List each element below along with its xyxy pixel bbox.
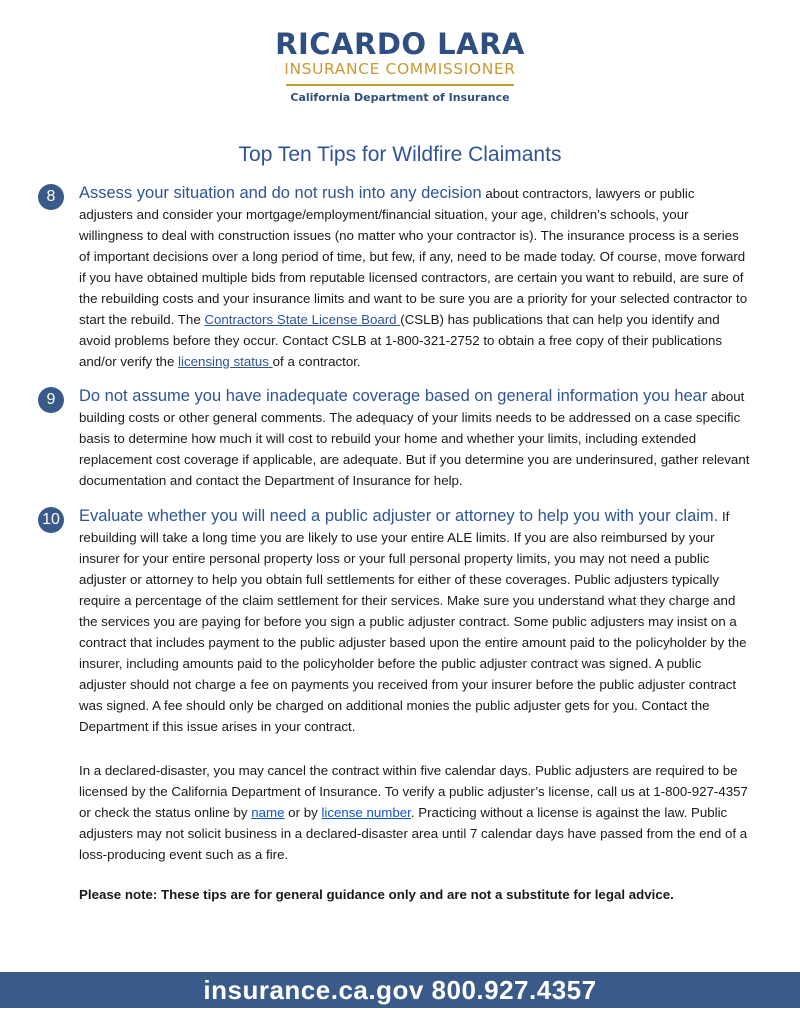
cslb-link[interactable]: Contractors State License Board [204,312,401,327]
commissioner-title: INSURANCE COMMISSIONER [284,60,516,78]
commissioner-name: RICARDO LARA [275,27,525,61]
tip-body [79,506,750,737]
tip-text: (CSLB) has publications that can help you identify and avoid problems before they occur. Contact CSLB at 1-800-321-2752 to obtain a free copy of their publications and/or verify the [79,312,723,369]
paragraph-text: In a declared-disaster, you may cancel the contract within five calendar days. Public adjusters are required to be licensed by the California Department of Insurance. To verify a public adjuster’s license, call us at 1-800-927-4357 or check the status online by [79,763,748,820]
disclaimer-note: Please note: These tips are for general guidance only and are not a substitute for legal advice. [79,887,674,902]
license-paragraph [79,760,751,865]
paragraph-text: . Practicing without a license is against the law. Public adjusters may not solicit business in a declared-disaster area until 7 calendar days have passed from the end of a loss-producing event such as a fire. [79,805,748,862]
tip-10 [38,506,750,737]
tip-number-badge: 10 [38,507,64,533]
letterhead [0,28,800,104]
tip-9 [38,386,750,491]
tip-heading: Assess your situation and do not rush into any decision [79,184,482,202]
licensing-status-link[interactable]: licensing status [178,354,273,369]
tip-text: about contractors, lawyers or public adjusters and consider your mortgage/employment/financial situation, your age, children’s schools, your willingness to deal with construction issues (no matter who your contractor is). The insurance process is a series of important decisions over a long period of time, but few, if any, need to be made today. Of course, move forward if you have obtained multiple bids from reputable licensed contractors, are certain you want to rebuild, are sure of the rebuilding costs and your insurance limits and want to be sure you are a priority for your selected contractor to start the rebuild. The [79,186,748,327]
footer-banner: insurance.ca.gov 800.927.4357 [0,972,800,1008]
tip-body [79,183,750,372]
name-lookup-link[interactable]: name [251,805,285,820]
tip-heading: Evaluate whether you will need a public adjuster or attorney to help you with your claim. [79,507,719,525]
tip-number-badge: 8 [38,184,64,210]
tip-number-badge: 9 [38,387,64,413]
tip-text: If rebuilding will take a long time you are likely to use your entire ALE limits. If you are also reimbursed by your insurer for your entire personal property loss or your full personal property limits, you may not need a public adjuster or attorney to help you obtain full settlements for either of these coverages. Public adjusters typically require a percentage of the claim settlement for their services. Make sure you understand what they charge and the services you are paying for before you sign a public adjuster contract. Some public adjusters may insist on a contract that includes payment to the public adjuster based upon the entire amount paid to the policyholder by the insurer, including amounts paid to the policyholder before the public adjuster contract was signed. A public adjuster should not charge a fee on payments you received from your insurer before the public adjuster contract was signed. A fee should only be charged on additional monies the public adjuster gets for you. Contact the Department if this issue arises in your contract. [79,509,747,734]
logo-divider [286,84,514,86]
tip-text: of a contractor. [272,354,361,369]
tip-heading: Do not assume you have inadequate coverage based on general information you hear [79,387,708,405]
page-title: Top Ten Tips for Wildfire Claimants [238,143,562,166]
license-number-lookup-link[interactable]: license number [321,805,411,820]
department-name: California Department of Insurance [290,90,510,104]
tip-text: about building costs or other general comments. The adequacy of your limits needs to be addressed on a case specific basis to determine how much it will cost to rebuild your home and whether your limits, including extended replacement cost coverage if applicable, are adequate. But if you determine you are underinsured, gather relevant documentation and contact the Department of Insurance for help. [79,389,750,488]
paragraph-text: or by [284,805,322,820]
tip-8 [38,183,750,372]
tip-body [79,386,750,491]
